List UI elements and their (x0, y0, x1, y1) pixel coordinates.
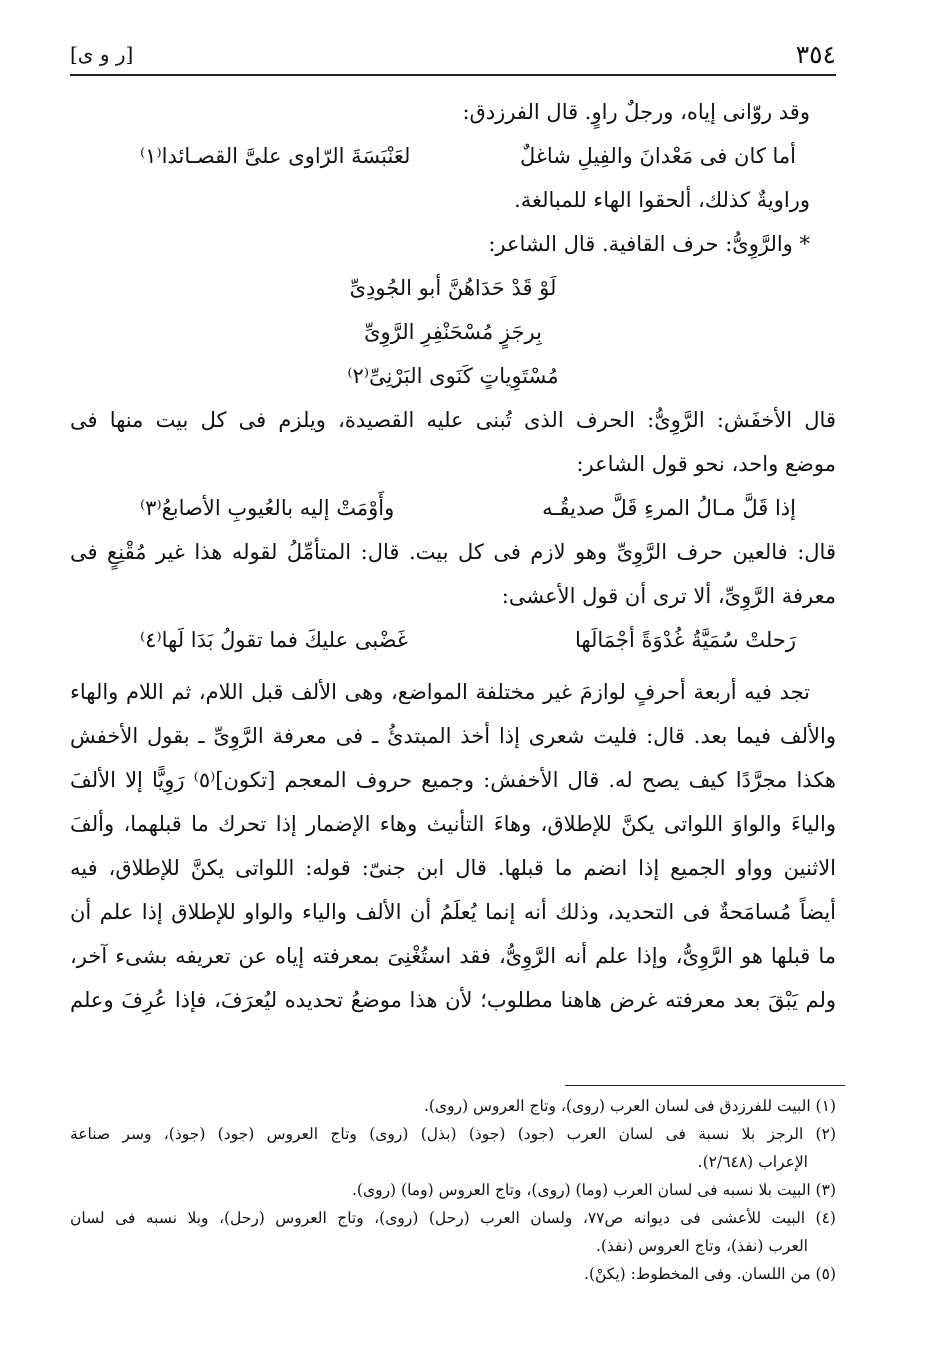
text-line: ولم يَبْقَ بعد معرفته غرض هاهنا مطلوب؛ لأن هذا موضعُ تحديده ليُعرَفَ، فإذا عُرِفَ وعلم (70, 988, 836, 1012)
footnote: (٢) الرجز بلا نسبة فى لسان العرب (جود) (جوذ) (بذل) (روى) وتاج العروس (جود) (جوذ)، وسر صناعة (70, 1125, 836, 1143)
main-text (70, 90, 836, 1022)
text-line: هكذا مجرَّدًا كيف يصح له. قال الأخفش: وجميع حروف المعجم [تكون]⁽٥⁾ رَوِيًّا إلا الألفَ (70, 768, 836, 792)
verse-first-hemistich: أما كان فى مَعْدانَ والفِيلِ شاغلٌ (520, 144, 796, 168)
running-head: [ر و ى] (70, 42, 134, 66)
footnote-rule (565, 1085, 845, 1086)
verse-second-hemistich: وأَوْمَتْ إليه بالعُيوبِ الأصابعُ⁽٣⁾ (140, 496, 395, 520)
footnote-continuation: الإعراب (٢/٦٤٨). (697, 1153, 808, 1171)
text-line: معرفة الرَّوِىِّ، ألا ترى أن قول الأعشى: (501, 584, 836, 608)
verse (70, 134, 836, 178)
footnote: (٣) البيت بلا نسبه فى لسان العرب (وما) (روى)، وتاج العروس (وما) (روى). (351, 1181, 836, 1199)
verse (70, 618, 836, 662)
header-rule (70, 74, 836, 76)
page-header (70, 38, 836, 72)
text-line: أيضاً مُسامَحةٌ فى التحديد، وذلك أنه إنما يُعلَمُ أن الألف والياء والواو للإطلاق إذا علم أن (70, 900, 836, 924)
text-line: ما قبلها هو الرَّوِىُّ، وإذا علم أنه الرَّوِىُّ، فقد استُغْنِىَ بمعرفته إياه عن تعريفه بشىء آخر، (70, 944, 836, 968)
footnote: (٥) من اللسان. وفى المخطوط: (يكنْ). (584, 1265, 836, 1283)
text-line: قال: فالعين حرف الرَّوِىِّ وهو لازم فى كل بيت. قال: المتأمِّلُ لقوله هذا غير مُقْنِعٍ فى (70, 540, 836, 564)
text-line: والياءَ والواوَ اللواتى يكنَّ للإطلاق، وهاءَ التأنيث وهاء الإضمار إذا تحرك ما قبلهما، وألفَ (70, 812, 836, 836)
text-line: تجد فيه أربعة أحرفٍ لوازمَ غير مختلفة المواضع، وهى الألف قبل اللام، ثم اللام والهاء (70, 680, 810, 704)
verse-first-hemistich: إذا قَلَّ مـالُ المرءِ قَلَّ صديقُـه (542, 496, 796, 520)
text-line: وراويةٌ كذلك، ألحقوا الهاء للمبالغة. (514, 188, 810, 212)
footnote-continuation: العرب (نفذ)، وتاج العروس (نفذ). (595, 1237, 808, 1255)
footnote: (١) البيت للفرزدق فى لسان العرب (روى)، وتاج العروس (روى). (424, 1097, 836, 1115)
verse (70, 486, 836, 530)
verse-second-hemistich: غَضْبى عليكَ فما تقولُ بَدَا لَها⁽٤⁾ (140, 628, 408, 652)
entry-heading-line: * والرَّوِىُّ: حرف القافية. قال الشاعر: (488, 232, 810, 256)
text-line: والألف فيما بعد. قال: فليت شعرى إذا أخذ المبتدئُ ـ فى معرفة الرَّوِىِّ ـ بقول الأخفش (70, 724, 836, 748)
text-line: وقد روّانى إياه، ورجلٌ راوٍ. قال الفرزدق: (462, 100, 810, 124)
page-number: ٣٥٤ (795, 40, 836, 69)
rajaz-line: بِرجَزٍ مُسْحَنْفِرِ الرَّوِىِّ (364, 320, 542, 344)
verse-second-hemistich: لعَنْبَسَةَ الرّاوى علىَّ القصـائدا⁽١⁾ (140, 144, 411, 168)
rajaz-line: لَوْ قَدْ حَدَاهُنَّ أبو الجُودِىِّ (349, 276, 557, 300)
footnote: (٤) البيت للأعشى فى ديوانه ص٧٧، ولسان العرب (رحل) (روى)، وتاج العروس (رحل)، وبلا نسبه فى لسان (70, 1209, 836, 1227)
footnotes (70, 1092, 836, 1288)
text-line: موضع واحد، نحو قول الشاعر: (576, 452, 836, 476)
text-line: قال الأخفَش: الرَّوِىُّ: الحرف الذى تُبنى عليه القصيدة، ويلزم فى كل بيت منها فى (70, 408, 836, 432)
verse-first-hemistich: رَحلتْ سُمَيَّةُ غُدْوَةً أجْمَالَها (574, 628, 796, 652)
text-line: الاثنين وواو الجميع إذا انضم ما قبلها. قال ابن جنىّ: قوله: اللواتى يكنَّ للإطلاق، فيه (70, 856, 836, 880)
rajaz-line: مُسْتَوِياتٍ كَنَوى البَرْنِىِّ⁽٢⁾ (347, 364, 559, 388)
